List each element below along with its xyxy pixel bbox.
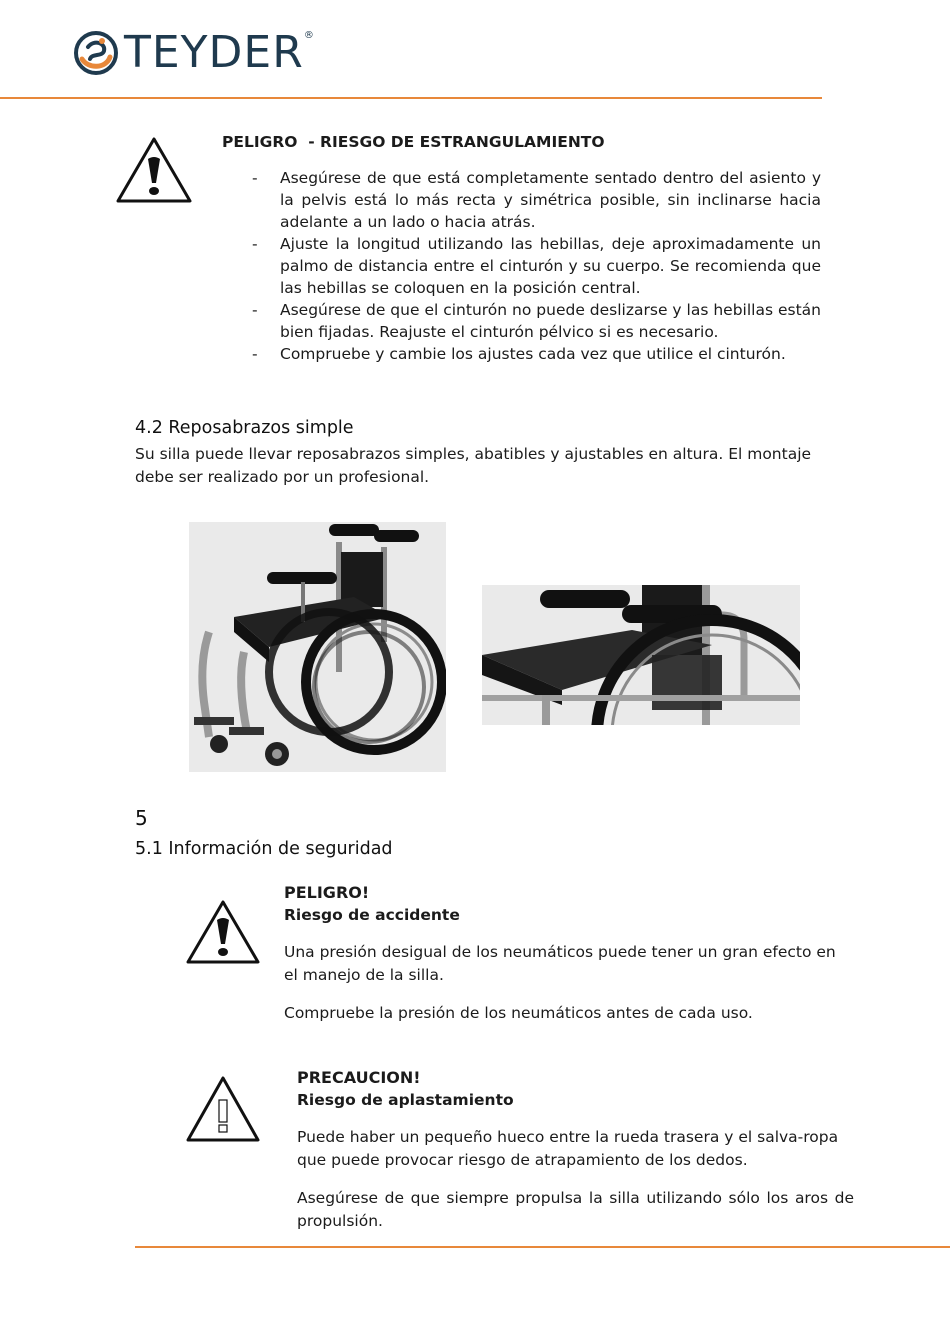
brand-logo: [72, 28, 315, 78]
danger-warning-icon: [185, 898, 261, 966]
brand-name: TEYDER®: [124, 27, 315, 78]
caution-paragraph-2: Asegúrese de que siempre propulsa la silla utilizando sólo los aros de propulsión.: [297, 1189, 854, 1230]
wheelchair-image-full: [189, 522, 446, 772]
warning1-list: [252, 167, 821, 365]
caution-title: PRECAUCION!: [297, 1068, 421, 1087]
section-42-title: 4.2 Reposabrazos simple: [135, 418, 354, 438]
caution-paragraph-1: Puede haber un pequeño hueco entre la rueda trasera y el salva-ropa que puede provocar riesgo de atrapamiento de los dedos.: [297, 1128, 839, 1169]
section-51-title: 5.1 Información de seguridad: [135, 839, 393, 859]
caution-warning-icon: [185, 1074, 261, 1144]
danger-paragraph-1: Una presión desigual de los neumáticos puede tener un gran efecto en el manejo de la silla.: [284, 943, 836, 984]
footer-rule: [135, 1246, 950, 1248]
header-rule: [0, 97, 822, 99]
list-item: - Asegúrese de que el cinturón no puede deslizarse y las hebillas están bien fijadas. Reajuste el cinturón pélvico si es necesario.: [252, 301, 821, 341]
caution-subtitle: Riesgo de aplastamiento: [297, 1091, 514, 1109]
danger-title: PELIGRO!: [284, 883, 370, 902]
list-item: - Ajuste la longitud utilizando las hebillas, deje aproximadamente un palmo de distancia entre el cinturón y su cuerpo. Se recomienda que las hebillas se coloquen en la posición central.: [252, 235, 821, 297]
list-item: - Compruebe y cambie los ajustes cada vez que utilice el cinturón.: [252, 345, 786, 363]
section-5-number: 5: [135, 806, 148, 830]
brand-logo-icon: [72, 29, 120, 77]
warning-triangle-icon: [115, 135, 193, 205]
danger-paragraph-2: Compruebe la presión de los neumáticos antes de cada uso.: [284, 1004, 753, 1022]
warning1-title: PELIGRO - RIESGO DE ESTRANGULAMIENTO: [222, 133, 605, 151]
section-42-body: Su silla puede llevar reposabrazos simples, abatibles y ajustables en altura. El montaje debe ser realizado por un profesional.: [135, 445, 812, 486]
list-item: - Asegúrese de que está completamente sentado dentro del asiento y la pelvis está lo más recta y simétrica posible, sin inclinarse hacia adelante a un lado o hacia atrás.: [252, 169, 821, 231]
registered-mark: ®: [303, 30, 315, 41]
wheelchair-image-armrest: [482, 585, 800, 725]
danger-subtitle: Riesgo de accidente: [284, 906, 460, 924]
